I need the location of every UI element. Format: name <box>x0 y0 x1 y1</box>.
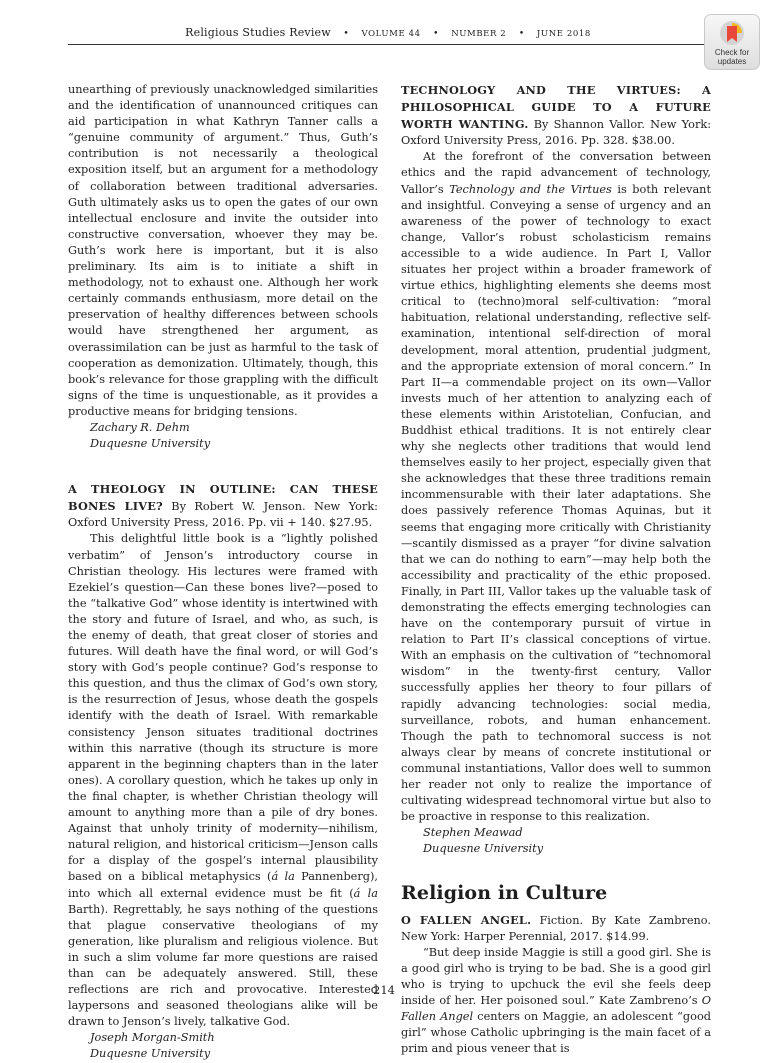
italic-book-title: Technology and the Virtues <box>449 182 612 196</box>
book-citation: Fiction. By Kate Zambreno. New York: Harper Perennial, 2017. $14.99. <box>401 913 711 943</box>
reviewer-affiliation: Duquesne University <box>423 842 544 856</box>
section-heading: Religion in Culture <box>401 881 608 904</box>
volume-label: VOLUME 44 <box>361 29 421 39</box>
review-heading <box>401 82 711 149</box>
reviewer-name: Stephen Meawad <box>423 826 523 840</box>
issue-number-label: NUMBER 2 <box>451 29 507 39</box>
book-title: O FALLEN ANGEL. <box>401 912 532 927</box>
reviewer-name: Zachary R. Dehm <box>90 420 190 434</box>
reviewer-name: Joseph Morgan-Smith <box>90 1031 215 1045</box>
review-body: This delightful little book is a “lightly polished verbatim” of Jenson’s introductory course in Christian theology. His lectures were framed with Ezekiel’s question—Can these bones live?—posed to the “talkative God” whose identity is intertwined with the story and future of Israel, and who, as such, is the enemy of death, that great closer of stories and futures. Will death have the final word, or will God’s story with God’s people continue? God’s response to this question, and thus the climax of God’s own story, is the resurrection of Jesus, whose death the gospels identify with the death of Israel. With remarkable consistency Jenson situates traditional doctrines within this narrative (though its structure is more apparent in the beginning chapters than in the later ones). A corollary question, which he takes up only in the final chapter, is whether Christian theology will amount to anything more than a pile of dry bones. Against that unholy trinity of modernity—nihilism, natural religion, and historical criticism—Jenson calls for a display of the gospel’s internal plausibility based on a biblical metaphysics (á la Pannenberg), into which all external evidence must be fit (á la Barth). Regrettably, he says nothing of the questions that plague conservative theologians of my generation, like pluralism and religious violence. But in such a slim volume far more questions are raised than can be adequately answered. Still, these reflections are rich and provocative. Interested laypersons and seasoned theologians alike will be drawn to Jenson’s lively, talkative God. <box>68 532 378 1029</box>
italic-phrase: á la <box>271 870 295 884</box>
header-separator: • <box>518 29 525 39</box>
book-title: A THEOLOGY IN OUTLINE: CAN THESE BONES LIVE? <box>68 482 378 514</box>
issue-date-label: JUNE 2018 <box>536 29 591 39</box>
journal-name: Religious Studies Review <box>185 26 331 39</box>
italic-phrase: á la <box>353 886 378 900</box>
header-separator: • <box>433 29 439 39</box>
right-column <box>401 82 711 1057</box>
badge-label-line2: updates <box>717 56 747 66</box>
book-title: TECHNOLOGY AND THE VIRTUES: A PHILOSOPHICAL GUIDE TO A FUTURE WORTH WANTING. <box>401 83 711 132</box>
header-separator: • <box>343 29 349 39</box>
book-citation: By Shannon Vallor. New York: Oxford University Press, 2016. Pp. 328. $38.00. <box>401 118 712 148</box>
continued-review-paragraph: unearthing of previously unacknowledged similarities and the identification of unannounced critiques can aid participation in what Kathryn Tanner calls a “genuine community of argument.” Thus, Guth’s contribution is not necessarily a theological exposition itself, but an argument for a methodology of collaboration between traditional adversaries. Guth ultimately asks us to open the gates of our own intellectual enclosure and invite the outsider into constructive conversation, whoever they may be. Guth’s work here is important, but it is also preliminary. Its aim is to initiate a shift in methodology, not to exhaust one. Although her work certainly commands enthusiasm, more detail on the preservation of healthy differences between schools would have strengthened her argument, as overassimilation can be just as harmful to the task of cooperation as demonization. Ultimately, though, this book’s relevance for those grappling with the difficult signs of the time is unquestionable, as it provides a productive means for bridging tensions. <box>68 83 378 418</box>
italic-book-title: O Fallen Angel <box>401 993 711 1024</box>
left-column <box>68 82 378 1063</box>
review-body: “But deep inside Maggie is still a good girl. She is a good girl who is trying to be bad. She is a good girl who is trying to upchuck the evil she feels deep inside of her. Her poisoned soul.” Kate Zambreno’s O Fallen Angel centers on Maggie, an adolescent “good girl” whose Catholic upbringing is the main facet of a prim and pious veneer that is <box>401 945 711 1056</box>
review-body: At the forefront of the conversation between ethics and the rapid advancement of technology, Vallor’s Technology and the Virtues is both relevant and insightful. Conveying a sense of urgency and an awareness of the power of technology to exact change, Vallor’s robust scholasticism remains accessible to a wide audience. In Part I, Vallor situates her project within a broader framework of virtue ethics, highlighting elements she deems most critical to (techno)moral self-cultivation: “moral habituation, relational understanding, reflective self-examination, intentional self-direction of moral development, moral attention, prudential judgment, and the appropriate extension of moral concern.” In Part II—a commendable project on its own—Vallor invests much of her attention to analyzing each of these elements within Aristotelian, Confucian, and Buddhist ethical traditions. It is not entirely clear why she neglects other traditions that would lend themselves easily to her project, especially given that she acknowledges that these three traditions remain incommensurable with their later adaptations. She does passively reference Thomas Aquinas, but it seems that engaging more critically with Christianity—scantily dismissed as a prayer “for divine salvation that we can do nothing to earn”—may help both the accessibility and practicality of the ethic proposed. Finally, in Part III, Vallor takes up the valuable task of demonstrating the effects emerging technologies can have on the contemporary pursuit of virtue in relation to Part II’s classical conceptions of virtue. With an emphasis on the cultivation of “technomoral wisdom” in the twenty-first century, Vallor successfully applies her theory to four pillars of rapidly advancing technologies: social media, surveillance, robots, and human enhancement. Though the path to technomoral success is not always clear by means of concrete institutional or communal instantiations, Vallor does well to summon her reader not only to realize the importance of cultivating widespread technomoral virtue but also to be proactive in response to this realization. <box>401 150 711 824</box>
book-citation: By Robert W. Jenson. New York: Oxford University Press, 2016. Pp. vii + 140. $27.95. <box>68 500 378 530</box>
bookmark-ribbon-icon <box>719 20 745 48</box>
review-heading <box>401 912 711 945</box>
review-heading <box>68 481 378 531</box>
header-rule <box>68 44 712 45</box>
reviewer-affiliation: Duquesne University <box>90 1047 211 1061</box>
check-for-updates-badge[interactable] <box>704 14 760 70</box>
badge-label-line1: Check for <box>714 48 750 57</box>
running-header <box>68 26 708 39</box>
page-number: 214 <box>373 983 395 997</box>
reviewer-affiliation: Duquesne University <box>90 437 211 451</box>
